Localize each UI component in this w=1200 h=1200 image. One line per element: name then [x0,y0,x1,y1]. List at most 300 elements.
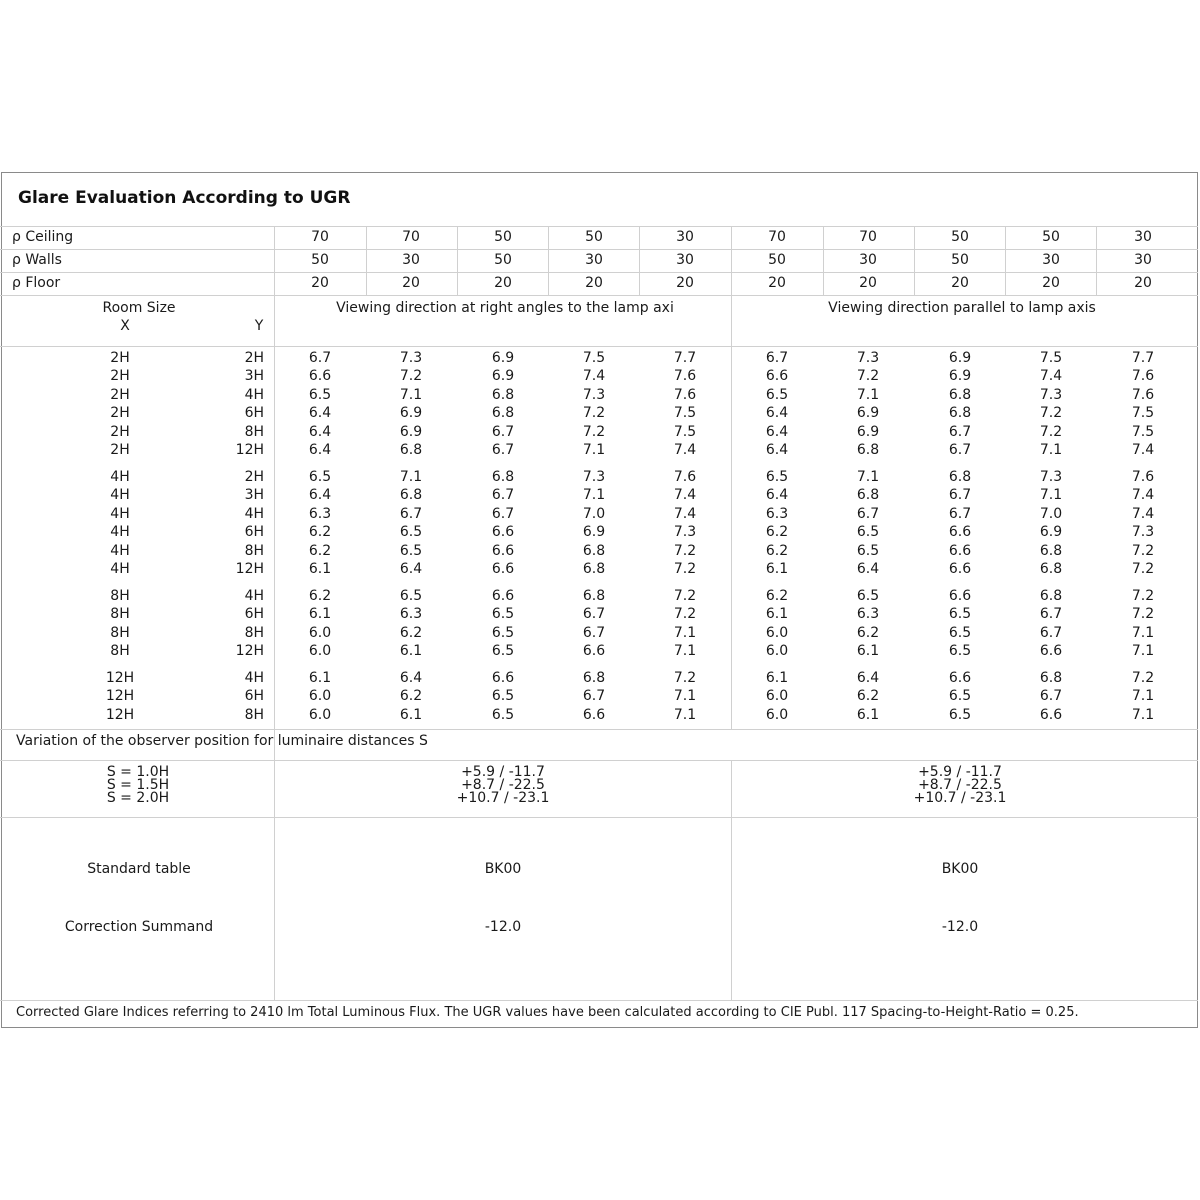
ugr-value: 7.2 [582,405,606,421]
grid-hline-7 [0,817,1198,818]
ugr-value: 7.2 [856,368,880,384]
room-x: 2H [110,442,130,458]
ugr-value: 7.3 [856,350,880,366]
ugr-value: 6.6 [491,588,515,604]
ugr-value: 6.1 [308,606,332,622]
ugr-value: 6.0 [765,625,789,641]
ugr-value: 7.2 [673,561,697,577]
correction-summand-parallel: -12.0 [941,919,979,935]
ugr-value: 7.2 [673,606,697,622]
ugr-value: 6.7 [491,424,515,440]
ugr-value: 6.0 [308,707,332,723]
ugr-value: 6.6 [582,643,606,659]
ugr-value: 7.4 [1131,442,1155,458]
reflectance-value: 50 [951,229,969,245]
grid-vline-col-7 [1096,226,1097,295]
ugr-value: 6.4 [399,561,423,577]
ugr-value: 7.1 [582,442,606,458]
ugr-value: 6.0 [308,625,332,641]
ugr-value: 6.0 [765,707,789,723]
ugr-value: 6.8 [582,588,606,604]
room-x: 2H [110,405,130,421]
ugr-value: 6.3 [856,606,880,622]
ugr-value: 6.1 [856,643,880,659]
room-x: 4H [110,524,130,540]
ugr-value: 6.8 [948,469,972,485]
standard-table-right-angles: BK00 [484,861,522,877]
room-y: 8H [244,424,264,440]
ugr-value: 6.8 [582,670,606,686]
ugr-value: 6.6 [491,524,515,540]
variation-pa-3: +10.7 / -23.1 [913,790,1007,806]
ugr-value: 6.7 [856,506,880,522]
reflectance-value: 20 [859,275,877,291]
room-y: 6H [244,688,264,704]
viewing-right-angles-label: Viewing direction at right angles to the lamp axi [336,300,674,316]
ugr-value: 7.2 [399,368,423,384]
spacing-3: S = 2.0H [106,790,170,806]
ugr-value: 6.6 [948,588,972,604]
room-y: 3H [244,487,264,503]
ugr-value: 7.2 [582,424,606,440]
reflectance-value: 20 [585,275,603,291]
ugr-value: 6.6 [948,561,972,577]
ugr-value: 6.7 [308,350,332,366]
ugr-value: 6.7 [1039,606,1063,622]
reflectance-value: 50 [494,252,512,268]
ugr-value: 7.1 [1039,442,1063,458]
reflectance-value: 30 [1134,252,1152,268]
grid-vline-half-0 [731,226,732,729]
ugr-value: 6.1 [765,561,789,577]
ugr-value: 6.4 [308,424,332,440]
ugr-value: 6.4 [308,487,332,503]
ugr-value: 6.4 [399,670,423,686]
viewing-parallel-label: Viewing direction parallel to lamp axis [828,300,1096,316]
reflectance-value: 50 [951,252,969,268]
room-y: 8H [244,625,264,641]
ugr-value: 6.6 [948,543,972,559]
grid-vline-col-0 [366,226,367,295]
ugr-value: 6.9 [948,368,972,384]
ugr-value: 7.1 [399,387,423,403]
ugr-value: 6.5 [856,588,880,604]
ugr-value: 7.6 [673,368,697,384]
room-y: 4H [244,670,264,686]
ugr-value: 6.5 [948,606,972,622]
room-x: 12H [105,707,135,723]
ugr-value: 6.1 [765,670,789,686]
ugr-value: 6.7 [491,506,515,522]
ugr-value: 6.7 [1039,625,1063,641]
ugr-value: 7.2 [673,588,697,604]
room-x: 4H [110,561,130,577]
variation-pa-1: +5.9 / -11.7 [918,764,1002,780]
reflectance-label-1: ρ Walls [12,252,62,268]
grid-vline-main [274,226,275,1000]
ugr-value: 6.8 [491,469,515,485]
ugr-value: 6.7 [582,688,606,704]
grid-hline-8 [0,1000,1198,1001]
ugr-value: 6.3 [308,506,332,522]
room-x: 4H [110,506,130,522]
grid-vline-col-1 [457,226,458,295]
ugr-value: 6.9 [399,424,423,440]
ugr-value: 6.7 [765,350,789,366]
ugr-value: 6.8 [1039,588,1063,604]
room-y: 12H [235,561,264,577]
ugr-value: 7.5 [1039,350,1063,366]
reflectance-value: 30 [859,252,877,268]
ugr-value: 6.7 [948,442,972,458]
correction-summand-label: Correction Summand [64,919,214,935]
room-x: 12H [105,688,135,704]
page-title: Glare Evaluation According to UGR [18,188,351,208]
grid-hline-2 [0,272,1198,273]
ugr-value: 6.1 [399,707,423,723]
room-size-y-label: Y [254,318,264,334]
ugr-value: 6.0 [308,643,332,659]
reflectance-value: 50 [1042,229,1060,245]
ugr-value: 7.1 [673,707,697,723]
room-y: 8H [244,707,264,723]
ugr-value: 7.1 [1039,487,1063,503]
ugr-value: 7.0 [582,506,606,522]
ugr-value: 6.5 [765,469,789,485]
ugr-value: 6.7 [399,506,423,522]
ugr-value: 6.1 [308,670,332,686]
ugr-value: 6.7 [582,625,606,641]
grid-hline-1 [0,249,1198,250]
ugr-value: 6.5 [491,707,515,723]
grid-hline-6 [0,760,1198,761]
ugr-value: 6.4 [856,561,880,577]
ugr-value: 7.4 [673,506,697,522]
room-x: 8H [110,588,130,604]
ugr-value: 6.8 [582,543,606,559]
ugr-value: 7.1 [673,643,697,659]
ugr-value: 6.4 [765,442,789,458]
ugr-value: 6.2 [399,625,423,641]
reflectance-value: 20 [1134,275,1152,291]
ugr-value: 7.6 [673,469,697,485]
ugr-value: 7.2 [1131,561,1155,577]
room-y: 12H [235,643,264,659]
spacing-list [88,766,188,805]
grid-vline-col-5 [914,226,915,295]
room-x: 2H [110,350,130,366]
ugr-value: 7.0 [1039,506,1063,522]
ugr-value: 7.5 [673,424,697,440]
ugr-value: 6.6 [1039,707,1063,723]
room-y: 2H [244,469,264,485]
ugr-value: 6.9 [491,350,515,366]
ugr-value: 6.7 [948,506,972,522]
ugr-value: 6.5 [308,469,332,485]
variation-label: Variation of the observer position for luminaire distances S [16,733,428,749]
ugr-value: 6.0 [765,643,789,659]
room-y: 8H [244,543,264,559]
ugr-value: 6.3 [399,606,423,622]
ugr-value: 6.8 [582,561,606,577]
ugr-value: 6.3 [765,506,789,522]
standard-table-parallel: BK00 [941,861,979,877]
ugr-value: 6.5 [491,625,515,641]
ugr-value: 6.2 [308,543,332,559]
room-y: 4H [244,506,264,522]
ugr-value: 7.6 [1131,469,1155,485]
variation-parallel [860,766,1060,805]
reflectance-value: 20 [494,275,512,291]
ugr-value: 6.5 [948,688,972,704]
ugr-value: 7.2 [1039,405,1063,421]
ugr-value: 7.2 [673,543,697,559]
ugr-value: 7.1 [856,387,880,403]
ugr-value: 6.4 [308,442,332,458]
standard-table-label: Standard table [87,861,191,877]
ugr-value: 7.6 [673,387,697,403]
grid-hline-4 [0,346,1198,347]
reflectance-value: 30 [585,252,603,268]
ugr-value: 7.1 [673,688,697,704]
room-size-label: Room Size [102,300,176,316]
room-y: 4H [244,588,264,604]
room-x: 2H [110,424,130,440]
ugr-value: 6.8 [948,405,972,421]
ugr-value: 6.0 [765,688,789,704]
ugr-value: 6.2 [308,588,332,604]
ugr-value: 6.9 [399,405,423,421]
ugr-value: 7.4 [582,368,606,384]
ugr-value: 6.8 [399,487,423,503]
ugr-value: 7.1 [1131,643,1155,659]
ugr-value: 7.2 [1131,606,1155,622]
ugr-value: 6.9 [1039,524,1063,540]
ugr-value: 6.9 [948,350,972,366]
ugr-value: 6.5 [491,643,515,659]
room-y: 6H [244,524,264,540]
reflectance-value: 20 [951,275,969,291]
ugr-value: 6.8 [1039,561,1063,577]
ugr-value: 7.2 [1039,424,1063,440]
room-y: 4H [244,387,264,403]
ugr-value: 6.8 [1039,543,1063,559]
grid-vline-half-1 [731,760,732,1000]
ugr-value: 7.4 [1131,506,1155,522]
ugr-value: 7.1 [856,469,880,485]
reflectance-value: 30 [402,252,420,268]
ugr-value: 6.2 [765,543,789,559]
grid-vline-col-2 [548,226,549,295]
grid-hline-3 [0,295,1198,296]
ugr-value: 6.2 [765,524,789,540]
ugr-value: 6.6 [582,707,606,723]
ugr-value: 6.1 [308,561,332,577]
variation-ra-2: +8.7 / -22.5 [461,777,545,793]
ugr-value: 7.4 [673,442,697,458]
ugr-value: 7.4 [1039,368,1063,384]
ugr-value: 6.9 [856,405,880,421]
ugr-value: 7.7 [673,350,697,366]
ugr-value: 6.6 [491,561,515,577]
ugr-value: 6.5 [948,707,972,723]
ugr-value: 7.3 [582,387,606,403]
ugr-value: 6.9 [491,368,515,384]
footer-note: Corrected Glare Indices referring to 2410 lm Total Luminous Flux. The UGR values have been calculated according to CIE Publ. 117 Spacing-to-Height-Ratio = 0.25. [16,1005,1079,1020]
ugr-value: 7.3 [1131,524,1155,540]
ugr-value: 7.1 [673,625,697,641]
ugr-value: 6.5 [399,524,423,540]
ugr-value: 7.2 [1131,588,1155,604]
reflectance-value: 50 [768,252,786,268]
reflectance-value: 50 [311,252,329,268]
grid-hline-5 [0,729,1198,730]
ugr-value: 6.7 [582,606,606,622]
room-x: 8H [110,606,130,622]
ugr-value: 6.4 [856,670,880,686]
reflectance-value: 20 [676,275,694,291]
ugr-value: 7.5 [673,405,697,421]
ugr-value: 6.6 [491,670,515,686]
grid-vline-col-4 [823,226,824,295]
reflectance-value: 70 [859,229,877,245]
reflectance-value: 30 [676,229,694,245]
ugr-value: 6.5 [948,625,972,641]
spacing-2: S = 1.5H [106,777,170,793]
ugr-value: 6.6 [308,368,332,384]
reflectance-value: 50 [585,229,603,245]
ugr-value: 6.7 [491,487,515,503]
ugr-value: 7.3 [1039,387,1063,403]
ugr-value: 6.8 [856,442,880,458]
reflectance-value: 30 [676,252,694,268]
ugr-value: 7.2 [1131,670,1155,686]
ugr-value: 7.2 [673,670,697,686]
room-x: 4H [110,487,130,503]
ugr-value: 6.2 [856,688,880,704]
ugr-value: 6.5 [491,688,515,704]
ugr-value: 7.5 [582,350,606,366]
reflectance-value: 20 [311,275,329,291]
ugr-value: 6.5 [765,387,789,403]
ugr-value: 6.5 [948,643,972,659]
room-y: 12H [235,442,264,458]
ugr-value: 6.7 [948,424,972,440]
ugr-value: 6.5 [308,387,332,403]
room-y: 6H [244,606,264,622]
ugr-value: 6.8 [1039,670,1063,686]
ugr-value: 7.5 [1131,424,1155,440]
ugr-value: 6.2 [765,588,789,604]
ugr-value: 6.8 [491,405,515,421]
grid-vline-col-6 [1005,226,1006,295]
ugr-value: 7.3 [1039,469,1063,485]
room-x: 4H [110,543,130,559]
ugr-value: 6.6 [948,524,972,540]
room-y: 3H [244,368,264,384]
reflectance-value: 20 [1042,275,1060,291]
ugr-value: 6.5 [856,524,880,540]
room-y: 2H [244,350,264,366]
ugr-value: 6.5 [856,543,880,559]
room-x: 4H [110,469,130,485]
ugr-value: 6.7 [948,487,972,503]
ugr-value: 6.1 [399,643,423,659]
ugr-value: 6.4 [308,405,332,421]
ugr-value: 6.5 [399,588,423,604]
reflectance-value: 70 [402,229,420,245]
reflectance-value: 50 [494,229,512,245]
variation-ra-1: +5.9 / -11.7 [461,764,545,780]
ugr-value: 6.8 [399,442,423,458]
ugr-value: 6.4 [765,487,789,503]
reflectance-value: 70 [768,229,786,245]
ugr-value: 6.8 [856,487,880,503]
room-y: 6H [244,405,264,421]
ugr-value: 7.3 [399,350,423,366]
ugr-value: 6.6 [948,670,972,686]
ugr-value: 7.1 [1131,707,1155,723]
ugr-value: 6.5 [491,606,515,622]
room-size-x-label: X [120,318,130,334]
reflectance-label-2: ρ Floor [12,275,61,291]
ugr-value: 7.5 [1131,405,1155,421]
room-x: 8H [110,643,130,659]
ugr-value: 7.7 [1131,350,1155,366]
ugr-value: 6.1 [856,707,880,723]
ugr-value: 6.9 [582,524,606,540]
ugr-value: 7.1 [582,487,606,503]
ugr-value: 6.6 [1039,643,1063,659]
ugr-value: 7.2 [1131,543,1155,559]
variation-right-angles [403,766,603,805]
ugr-value: 6.9 [856,424,880,440]
variation-pa-2: +8.7 / -22.5 [918,777,1002,793]
ugr-value: 6.6 [765,368,789,384]
room-x: 12H [105,670,135,686]
ugr-value: 6.6 [491,543,515,559]
variation-ra-3: +10.7 / -23.1 [456,790,550,806]
ugr-value: 6.2 [856,625,880,641]
ugr-value: 7.3 [582,469,606,485]
reflectance-value: 70 [311,229,329,245]
ugr-value: 6.8 [948,387,972,403]
ugr-value: 6.7 [1039,688,1063,704]
reflectance-value: 20 [402,275,420,291]
reflectance-label-0: ρ Ceiling [12,229,74,245]
reflectance-value: 20 [768,275,786,291]
ugr-value: 7.6 [1131,387,1155,403]
reflectance-value: 30 [1042,252,1060,268]
ugr-value: 7.1 [399,469,423,485]
room-x: 2H [110,387,130,403]
ugr-value: 6.1 [765,606,789,622]
room-x: 8H [110,625,130,641]
ugr-value: 7.6 [1131,368,1155,384]
grid-hline-0 [0,226,1198,227]
room-x: 2H [110,368,130,384]
ugr-value: 7.1 [1131,688,1155,704]
spacing-1: S = 1.0H [106,764,170,780]
ugr-value: 6.4 [765,405,789,421]
ugr-value: 6.7 [491,442,515,458]
reflectance-value: 30 [1134,229,1152,245]
correction-summand-right-angles: -12.0 [484,919,522,935]
grid-vline-col-3 [639,226,640,295]
ugr-value: 6.5 [399,543,423,559]
ugr-value: 7.4 [1131,487,1155,503]
ugr-value: 7.3 [673,524,697,540]
